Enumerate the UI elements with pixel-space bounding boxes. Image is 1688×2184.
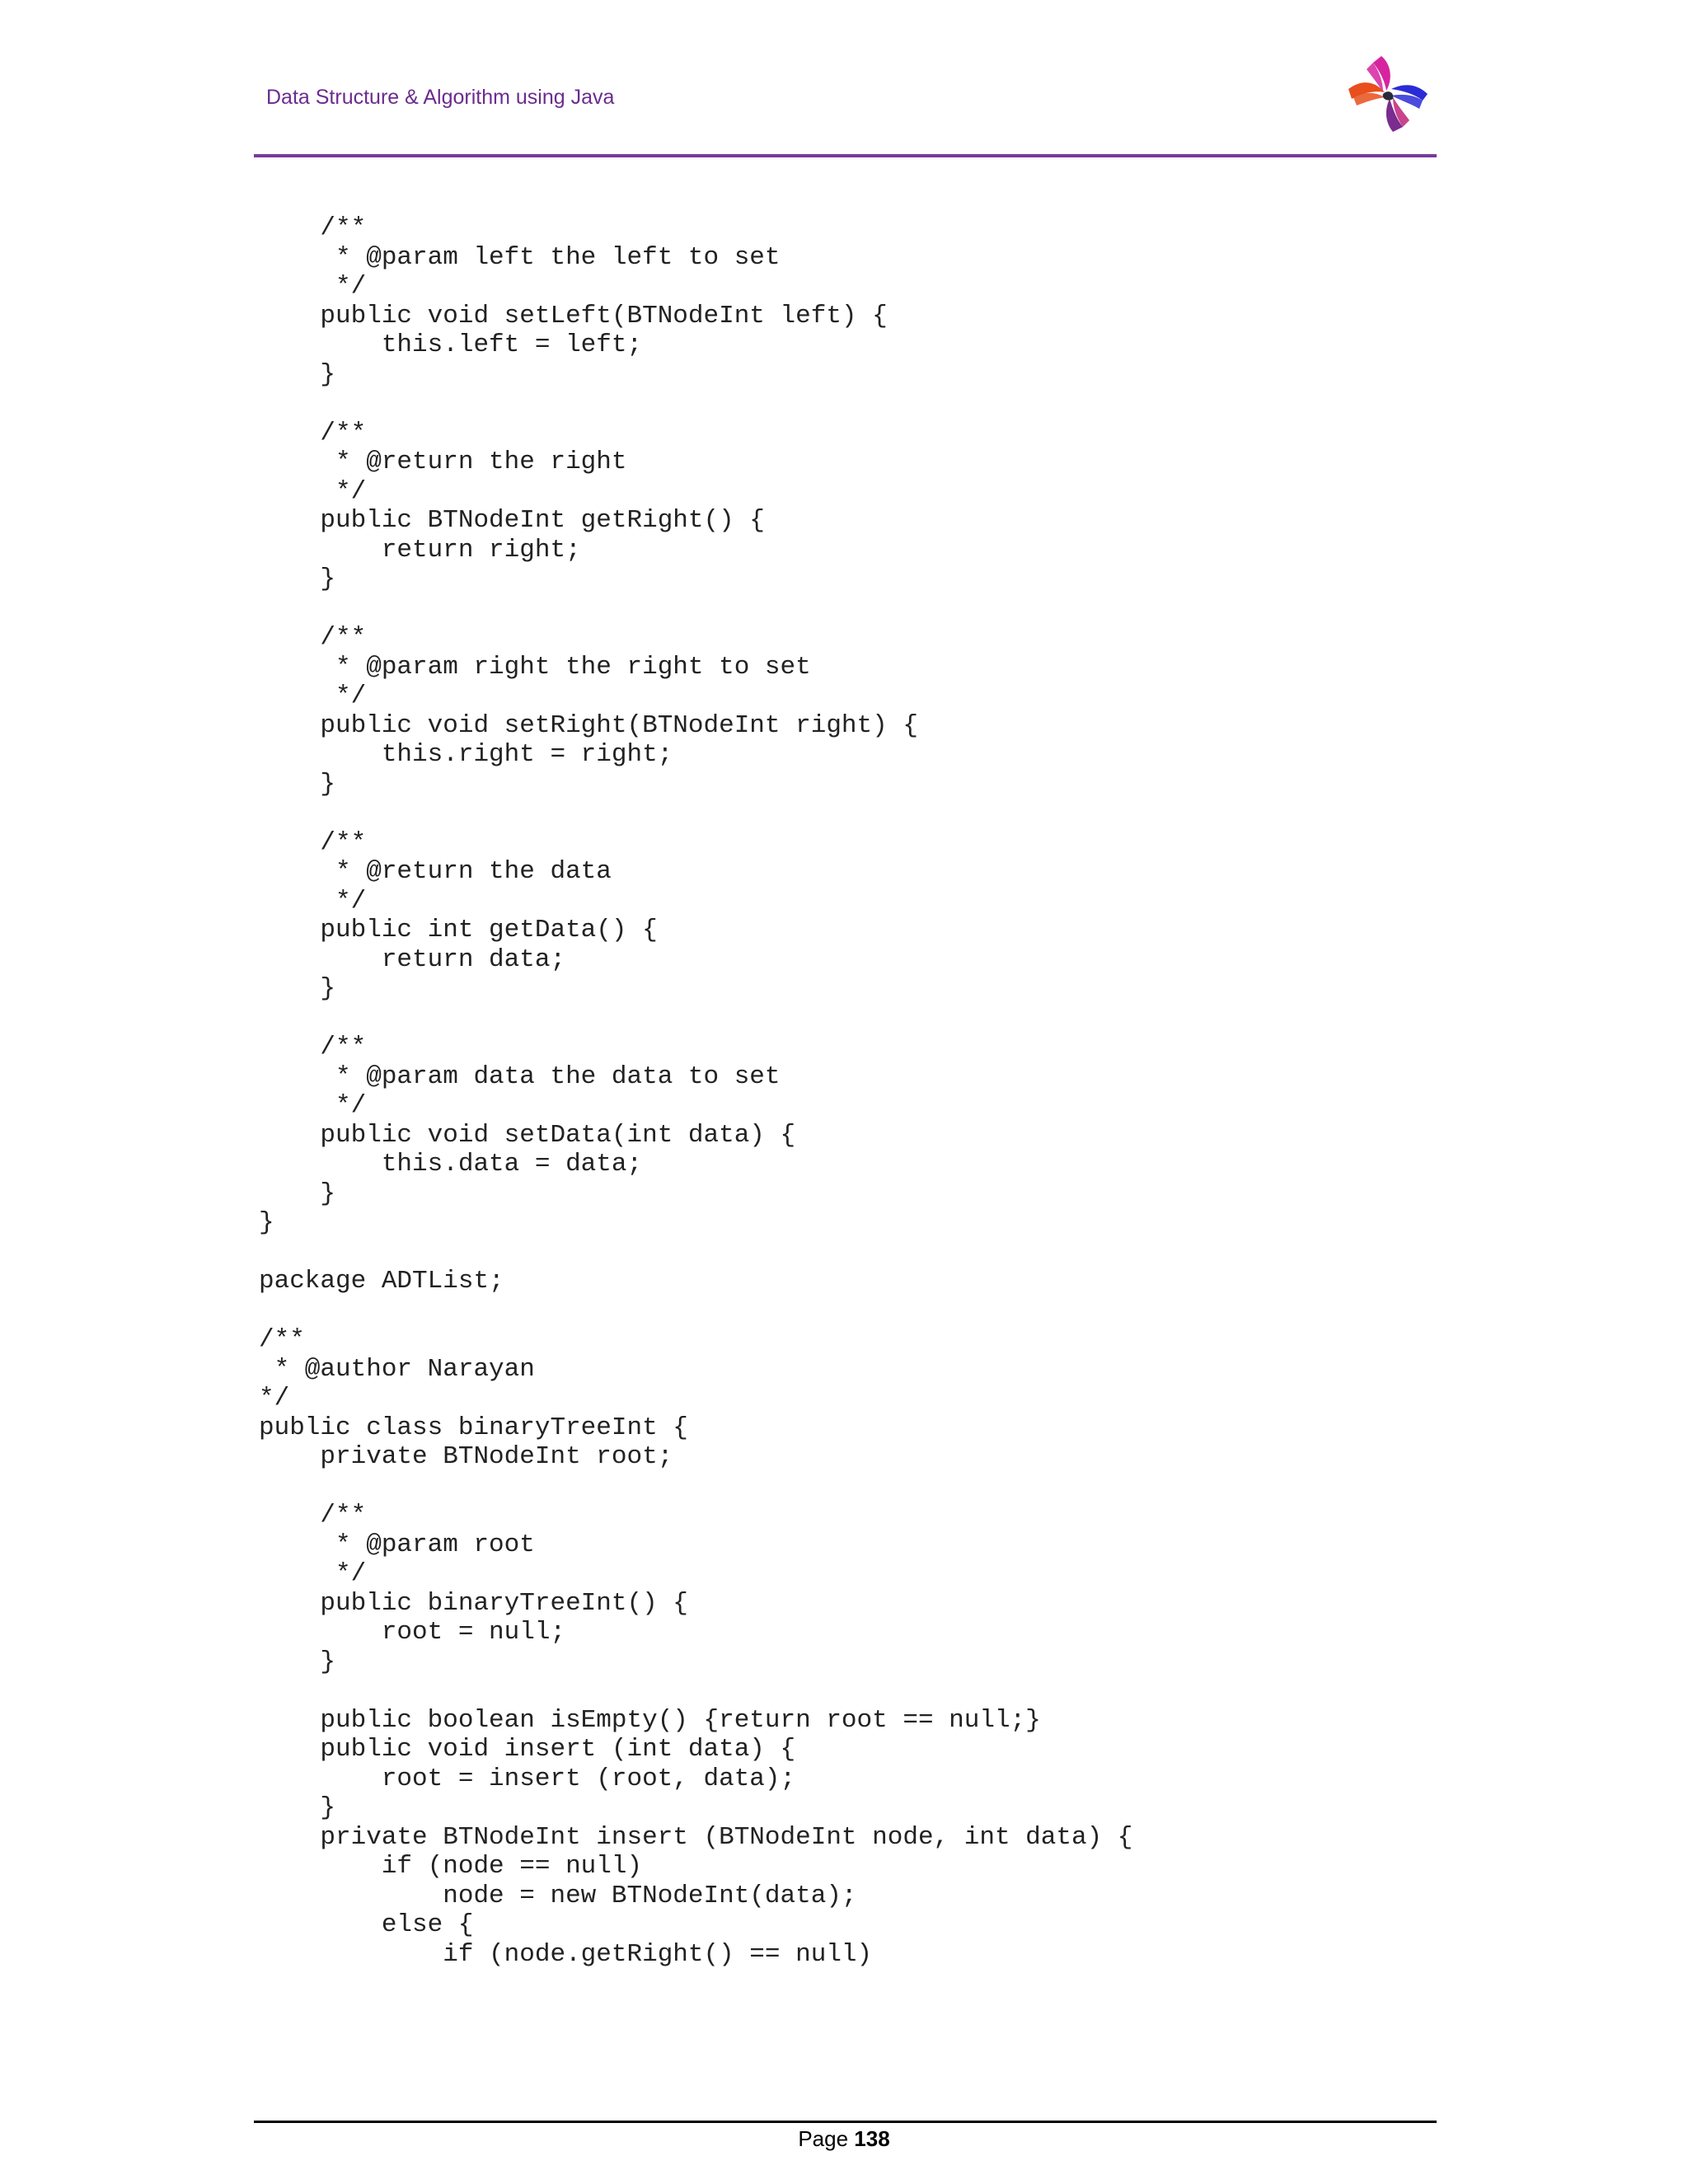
page-label: Page <box>798 2126 849 2151</box>
page-number: 138 <box>854 2126 890 2151</box>
page-number-footer <box>0 2126 1688 2152</box>
code-listing: /** * @param left the left to set */ public void setLeft(BTNodeInt left) { this.left = left; } /** * @return the right */ public BTNodeInt getRight() { return right; } /** * @param right the right to set */ public void setRight(BTNodeInt right) { this.right = right; } /** * @return the data */ public int getData() { return data; } /** * @param data the data to set */ public void setData(int data) { this.data = data; } } package ADTList; /** * @author Narayan */ public class binaryTreeInt { private BTNodeInt root; /** * @param root */ public binaryTreeInt() { root = null; } public boolean isEmpty() {return root == null;} public void insert (int data) { root = insert (root, data); } private BTNodeInt insert (BTNodeInt node, int data) { if (node == null) node = new BTNodeInt(data); else { if (node.getRight() == null) <box>259 213 1133 1969</box>
pinwheel-logo-icon <box>1342 51 1434 137</box>
header-rule <box>254 154 1437 157</box>
header-title: Data Structure & Algorithm using Java <box>266 86 615 109</box>
footer-rule <box>254 2121 1437 2123</box>
